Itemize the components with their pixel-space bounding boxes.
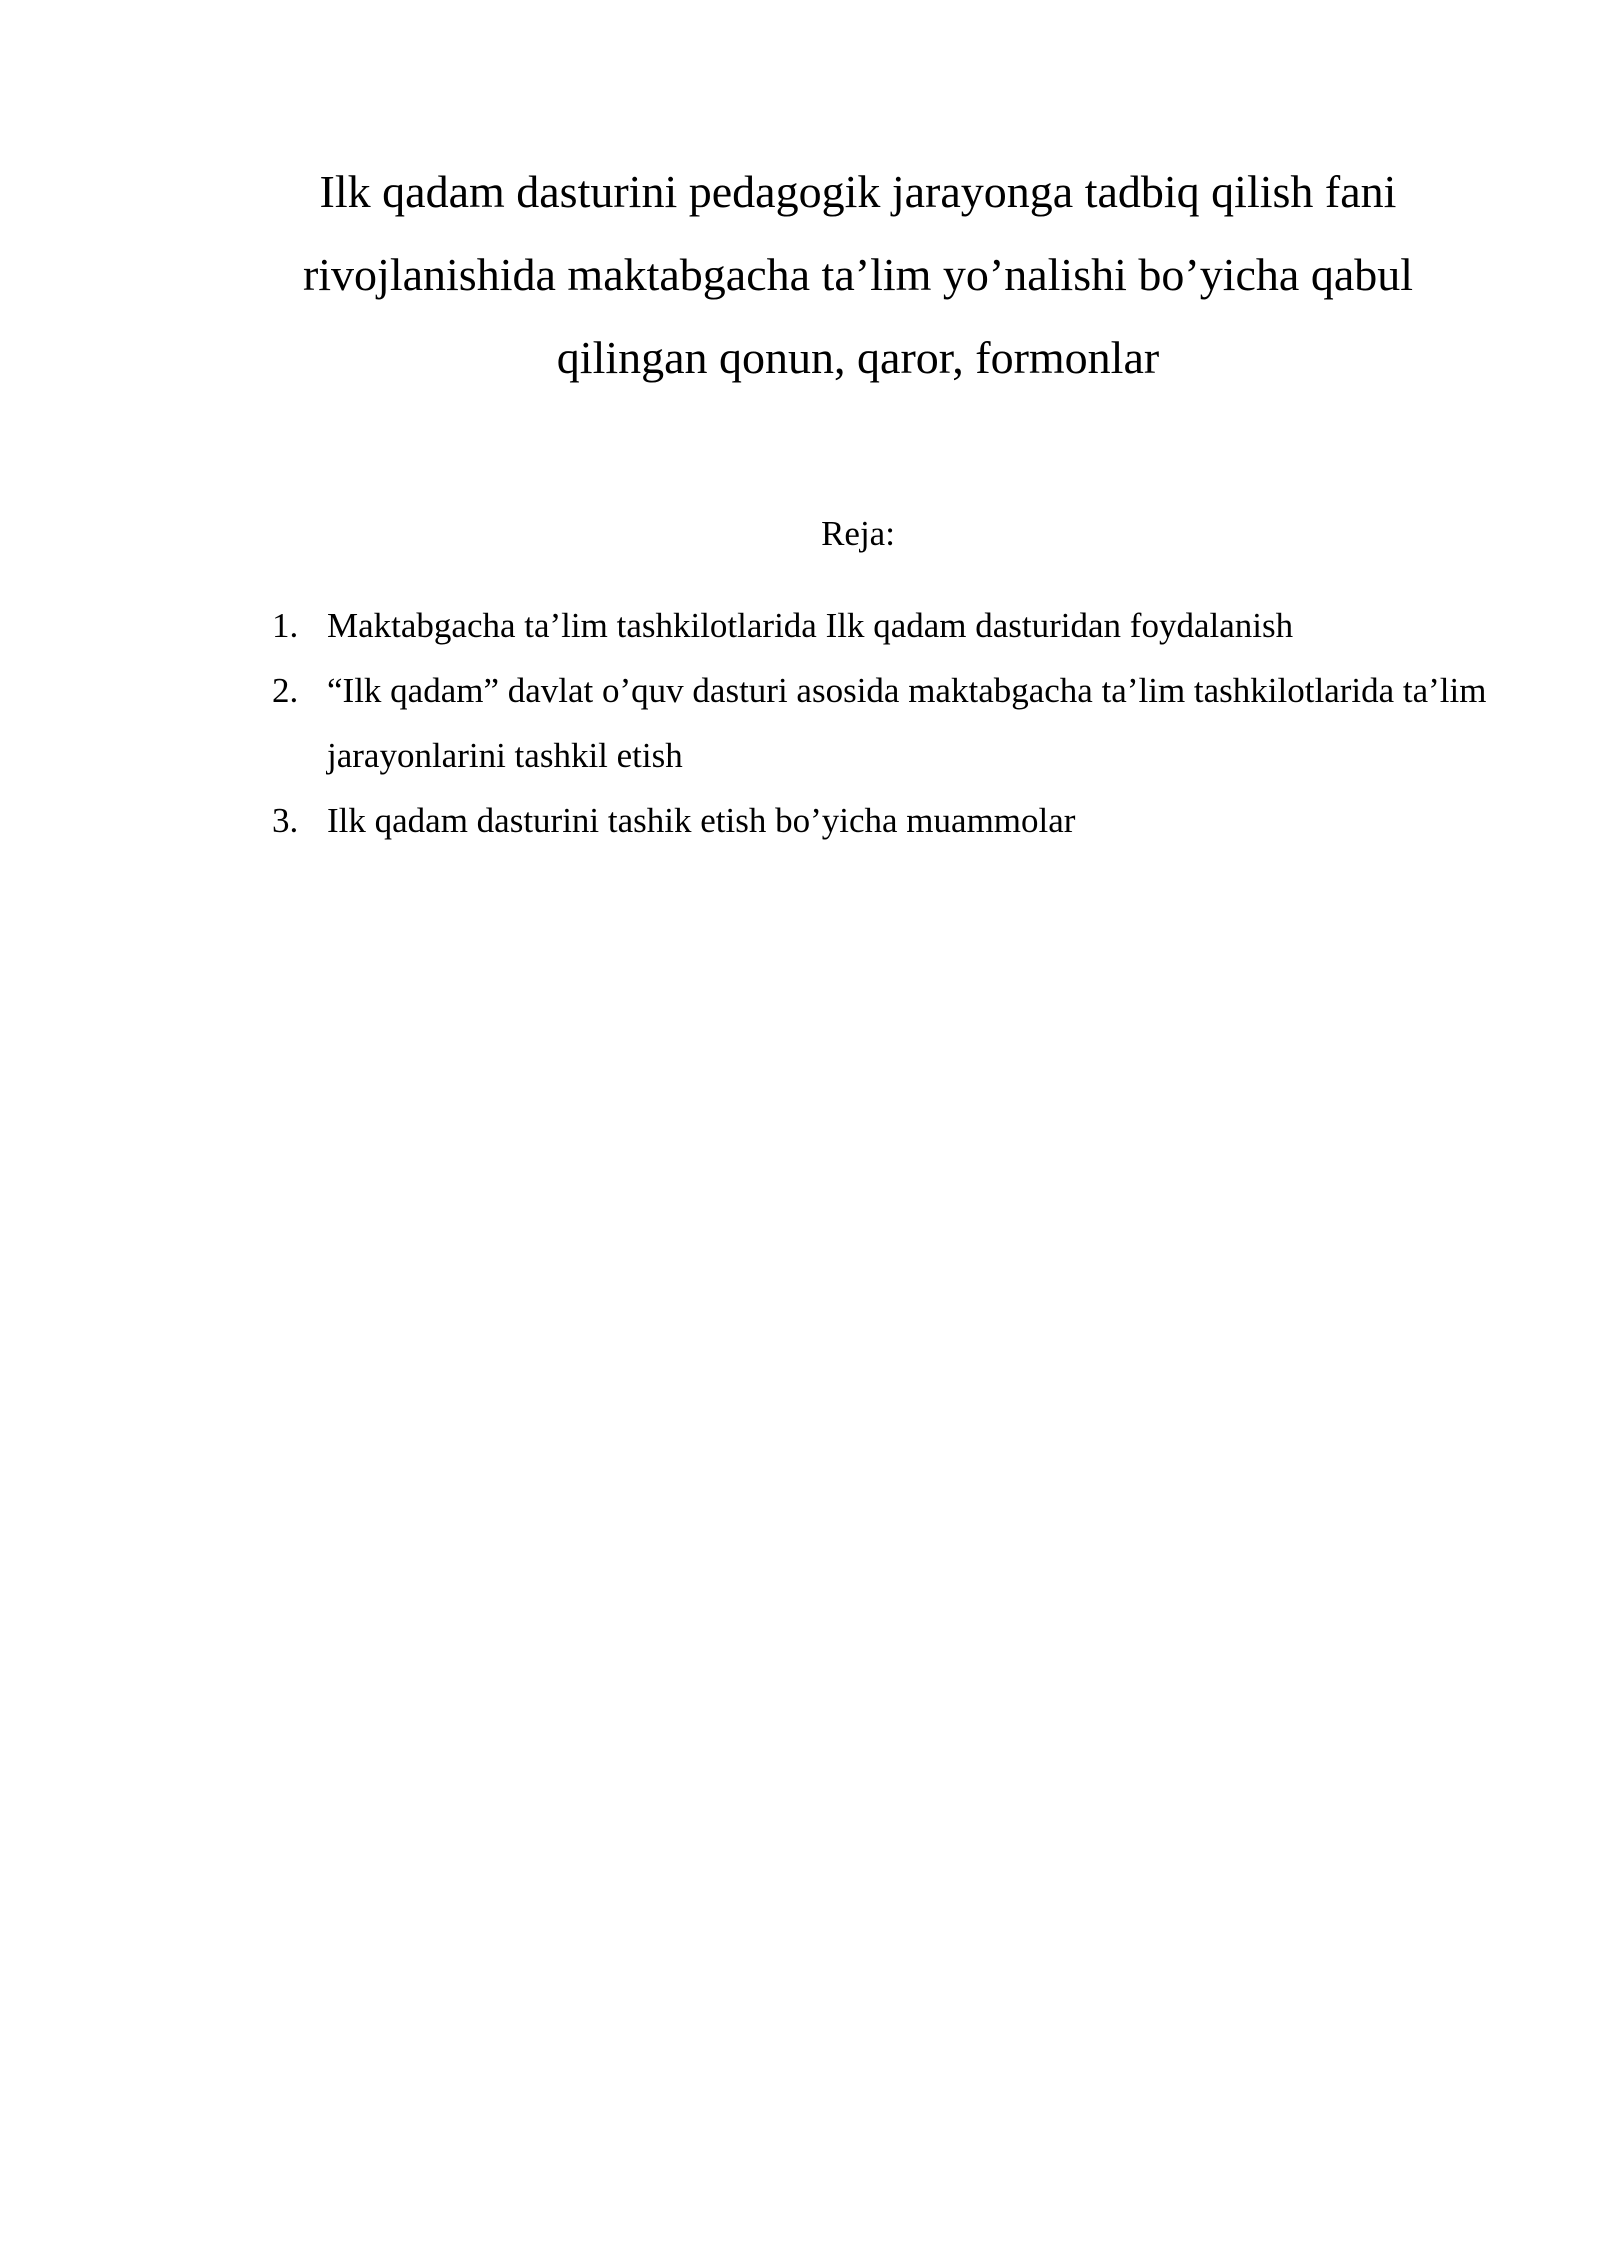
plan-item-text: Maktabgacha ta’lim tashkilotlarida Ilk qadam dasturidan foydalanish — [327, 606, 1294, 645]
document-title: Ilk qadam dasturini pedagogik jarayonga tadbiq qilish fani rivojlanishida maktabgacha ta’lim yo’nalishi bo’yicha qabul qilingan qonun, qaror, formonlar — [302, 166, 1414, 383]
plan-item-number: 3. — [272, 801, 299, 840]
plan-item — [272, 788, 1512, 853]
plan-item-text: Ilk qadam dasturini tashik etish bo’yicha muammolar — [327, 801, 1076, 840]
plan-item-text: “Ilk qadam” davlat o’quv dasturi asosida maktabgacha ta’lim tashkilotlarida ta’lim jarayonlarini tashkil etish — [327, 671, 1487, 775]
plan-item — [272, 593, 1512, 658]
plan-heading: Reja: — [821, 514, 895, 553]
plan-list — [272, 593, 1512, 853]
plan-item — [272, 658, 1512, 788]
plan-item-number: 2. — [272, 671, 299, 710]
plan-item-number: 1. — [272, 606, 299, 645]
